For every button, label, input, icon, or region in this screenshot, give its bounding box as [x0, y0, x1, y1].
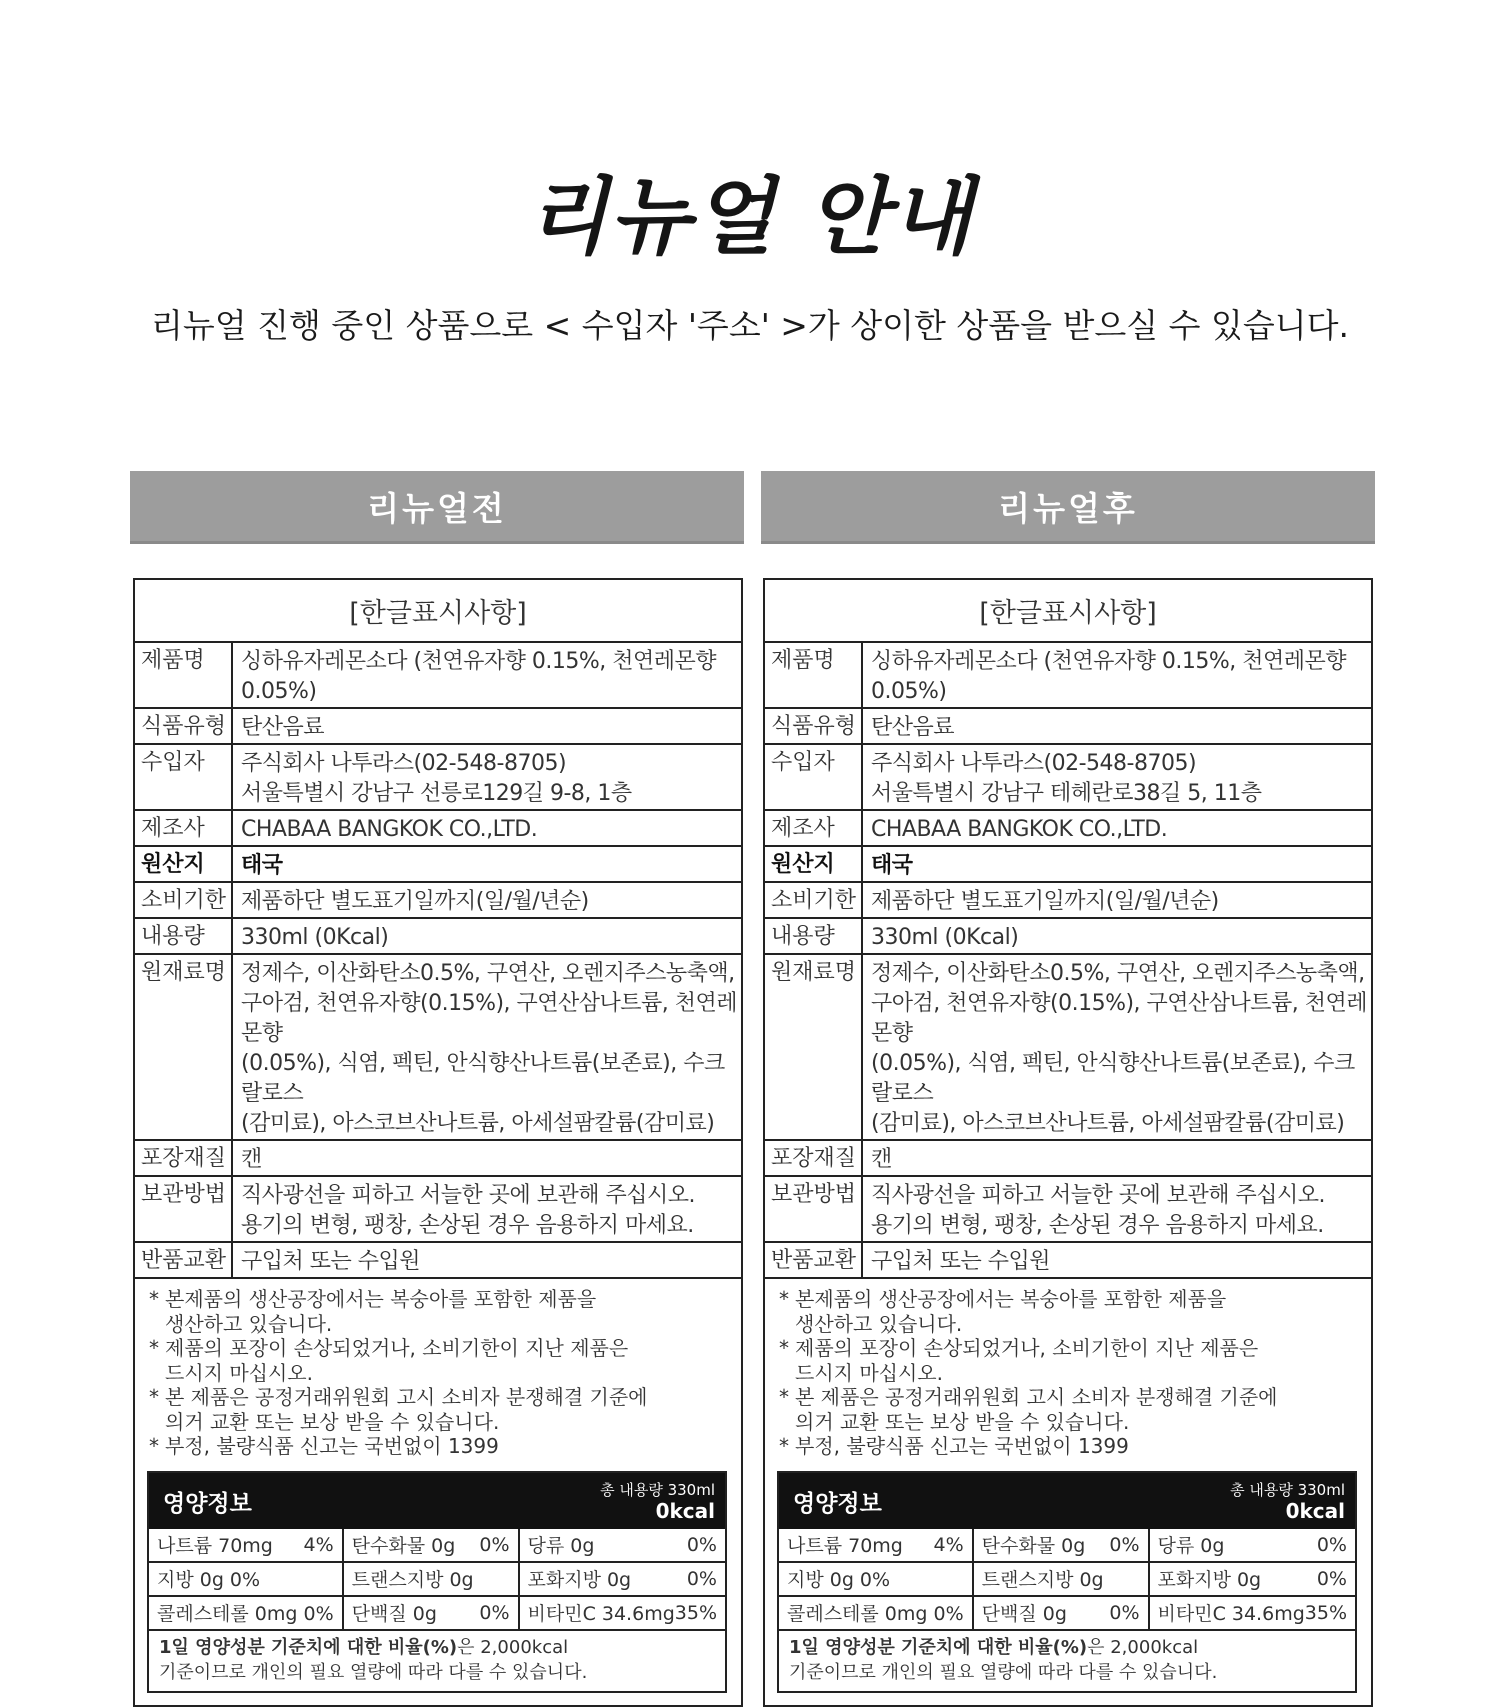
label-row-value: 330ml (0Kcal): [241, 925, 389, 950]
nutrient-name: 트랜스지방 0g: [351, 1569, 474, 1591]
label-row-key: 원산지: [765, 847, 863, 881]
nutrition-cell: [779, 1529, 974, 1563]
nutrition-cell: [779, 1563, 974, 1597]
nutrition-cell: [1150, 1597, 1355, 1631]
nutrient-percent: 0%: [1316, 1533, 1347, 1556]
label-row-key: 식품유형: [135, 709, 233, 743]
label-row-value: 주식회사 나투라스(02-548-8705) 서울특별시 강남구 테헤란로38길 5, 11층: [871, 751, 1262, 806]
nutrient-name: 당류 0g: [527, 1535, 595, 1557]
label-row: [765, 919, 1371, 955]
nutrient-name: 당류 0g: [1157, 1535, 1225, 1557]
nutrition-cell: [520, 1563, 725, 1597]
label-row: [135, 643, 741, 709]
label-row: [135, 883, 741, 919]
panel-heading-before: 리뉴얼전: [130, 471, 744, 544]
nutrition-title: 영양정보: [793, 1490, 882, 1517]
nutrition-kcal: 0kcal: [655, 1498, 715, 1523]
label-note: [149, 1287, 727, 1336]
asterisk-icon: *: [149, 1287, 159, 1311]
nutrient-percent: 0%: [686, 1533, 717, 1556]
nutrition-grid: [779, 1529, 1355, 1631]
label-row-value: 330ml (0Kcal): [871, 925, 1019, 950]
nutrient-percent: 0%: [1109, 1601, 1140, 1624]
label-note-text: 본제품의 생산공장에서는 복숭아를 포함한 제품을 생산하고 있습니다.: [795, 1287, 1227, 1336]
label-row-value: 제품하단 별도표기일까지(일/월/년순): [241, 889, 589, 914]
label-row: [135, 847, 741, 883]
nutrition-header: [149, 1473, 725, 1529]
label-row-value: 탄산음료: [241, 715, 325, 740]
nutrition-footnote: [779, 1631, 1355, 1691]
label-row-key: 수입자: [135, 745, 233, 809]
label-row-key: 원재료명: [135, 955, 233, 1139]
label-row-key: 포장재질: [135, 1141, 233, 1175]
label-note: [149, 1385, 727, 1434]
label-title: [한글표시사항]: [135, 580, 741, 643]
nutrition-cell: [520, 1529, 725, 1563]
label-row-value: 싱하유자레몬소다 (천연유자향 0.15%, 천연레몬향0.05%): [241, 649, 716, 704]
label-row: [135, 1141, 741, 1177]
label-row-key: 제조사: [765, 811, 863, 845]
label-row-value: 구입처 또는 수입원: [241, 1249, 421, 1274]
nutrient-name: 비타민C 34.6mg: [527, 1603, 675, 1625]
nutrition-grid: [149, 1529, 725, 1631]
nutrition-footnote-bold: 1일 영양성분 기준치에 대한 비율(%): [789, 1636, 1088, 1658]
label-row: [135, 709, 741, 745]
nutrition-facts: [147, 1471, 727, 1693]
label-note: [779, 1434, 1357, 1459]
label-row-value: CHABAA BANGKOK CO.,LTD.: [241, 817, 538, 842]
label-row-value: 태국: [241, 853, 283, 878]
label-row-key: 포장재질: [765, 1141, 863, 1175]
label-row-key: 반품교환: [135, 1243, 233, 1277]
label-row-value: 직사광선을 피하고 서늘한 곳에 보관해 주십시오. 용기의 변형, 팽창, 손상된 경우 음용하지 마세요.: [241, 1183, 696, 1238]
nutrient-percent: 4%: [303, 1533, 334, 1556]
nutrition-total: 총 내용량 330ml: [1230, 1480, 1345, 1499]
nutrient-name: 포화지방 0g: [1157, 1569, 1262, 1591]
nutrient-percent: 0%: [686, 1567, 717, 1590]
nutrition-cell: [344, 1563, 520, 1597]
nutrition-footnote-line2: 기준이므로 개인의 필요 열량에 따라 다를 수 있습니다.: [789, 1661, 1218, 1683]
nutrient-name: 콜레스테롤 0mg 0%: [157, 1603, 334, 1625]
nutrient-percent: 0%: [1316, 1567, 1347, 1590]
label-box-after: [763, 578, 1373, 1707]
nutrition-footnote-rest: 은 2,000kcal: [457, 1636, 569, 1658]
label-row-key: 제조사: [135, 811, 233, 845]
nutrition-cell: [344, 1597, 520, 1631]
label-row-key: 소비기한: [765, 883, 863, 917]
label-row: [765, 1141, 1371, 1177]
label-row-key: 식품유형: [765, 709, 863, 743]
label-row: [765, 847, 1371, 883]
nutrition-cell: [1150, 1563, 1355, 1597]
asterisk-icon: *: [779, 1434, 789, 1458]
asterisk-icon: *: [779, 1336, 789, 1360]
label-note-text: 본 제품은 공정거래위원회 고시 소비자 분쟁해결 기준에 의거 교환 또는 보상 받을 수 있습니다.: [795, 1385, 1278, 1434]
label-row-value: 정제수, 이산화탄소0.5%, 구연산, 오렌지주스농축액, 구아검, 천연유자향(0.15%), 구연산삼나트륨, 천연레몬향 (0.05%), 식염, 펙틴, 안식향산나트륨(보존료), 수크랄로스 (감미료), 아스코브산나트륨, 아세설팜칼륨(감미료): [871, 961, 1368, 1136]
nutrition-footnote-line2: 기준이므로 개인의 필요 열량에 따라 다를 수 있습니다.: [159, 1661, 588, 1683]
label-row-value: 캔: [241, 1147, 262, 1172]
nutrient-name: 지방 0g 0%: [157, 1569, 261, 1591]
nutrition-footnote-rest: 은 2,000kcal: [1087, 1636, 1199, 1658]
nutrition-total: 총 내용량 330ml: [600, 1480, 715, 1499]
label-note: [779, 1385, 1357, 1434]
label-row-value: 탄산음료: [871, 715, 955, 740]
nutrition-title: 영양정보: [163, 1490, 252, 1517]
asterisk-icon: *: [149, 1385, 159, 1409]
label-row-value: 구입처 또는 수입원: [871, 1249, 1051, 1274]
nutrition-cell: [149, 1529, 344, 1563]
label-note-text: 부정, 불량식품 신고는 국번없이 1399: [795, 1434, 1129, 1458]
label-row-value: 정제수, 이산화탄소0.5%, 구연산, 오렌지주스농축액, 구아검, 천연유자향(0.15%), 구연산삼나트륨, 천연레몬향 (0.05%), 식염, 펙틴, 안식향산나트륨(보존료), 수크랄로스 (감미료), 아스코브산나트륨, 아세설팜칼륨(감미료): [241, 961, 738, 1136]
label-row: [765, 811, 1371, 847]
label-row-key: 원재료명: [765, 955, 863, 1139]
label-note-text: 본 제품은 공정거래위원회 고시 소비자 분쟁해결 기준에 의거 교환 또는 보상 받을 수 있습니다.: [165, 1385, 648, 1434]
nutrition-cell: [149, 1597, 344, 1631]
label-row: [765, 1243, 1371, 1279]
nutrition-footnote: [149, 1631, 725, 1691]
nutrient-name: 콜레스테롤 0mg 0%: [787, 1603, 964, 1625]
nutrient-name: 나트륨 70mg: [787, 1535, 903, 1557]
nutrient-name: 탄수화물 0g: [981, 1535, 1086, 1557]
label-row: [765, 1177, 1371, 1243]
nutrient-name: 단백질 0g: [981, 1603, 1067, 1625]
nutrition-cell: [974, 1597, 1150, 1631]
nutrition-cell: [1150, 1529, 1355, 1563]
label-row: [765, 745, 1371, 811]
label-note-text: 부정, 불량식품 신고는 국번없이 1399: [165, 1434, 499, 1458]
nutrition-cell: [344, 1529, 520, 1563]
label-row-value: 주식회사 나투라스(02-548-8705) 서울특별시 강남구 선릉로129길 9-8, 1층: [241, 751, 632, 806]
page-title: 리뉴얼 안내: [526, 168, 974, 266]
label-row: [765, 955, 1371, 1141]
label-row-key: 원산지: [135, 847, 233, 881]
label-note: [779, 1336, 1357, 1385]
nutrient-name: 나트륨 70mg: [157, 1535, 273, 1557]
nutrition-cell: [520, 1597, 725, 1631]
nutrient-name: 포화지방 0g: [527, 1569, 632, 1591]
label-row-key: 소비기한: [135, 883, 233, 917]
label-row: [135, 919, 741, 955]
nutrient-percent: 35%: [1304, 1601, 1347, 1624]
nutrient-name: 탄수화물 0g: [351, 1535, 456, 1557]
nutrition-footnote-bold: 1일 영양성분 기준치에 대한 비율(%): [159, 1636, 458, 1658]
label-row: [135, 811, 741, 847]
nutrition-cell: [974, 1563, 1150, 1597]
label-notes: [765, 1279, 1371, 1459]
label-notes: [135, 1279, 741, 1459]
label-row-value: 태국: [871, 853, 913, 878]
label-row-value: 싱하유자레몬소다 (천연유자향 0.15%, 천연레몬향0.05%): [871, 649, 1346, 704]
nutrition-cell: [974, 1529, 1150, 1563]
label-row: [135, 1177, 741, 1243]
nutrition-cell: [779, 1597, 974, 1631]
label-row-value: 제품하단 별도표기일까지(일/월/년순): [871, 889, 1219, 914]
renewal-notice: 리뉴얼 진행 중인 상품으로 < 수입자 '주소' >가 상이한 상품을 받으실 수 있습니다.: [150, 306, 1350, 345]
asterisk-icon: *: [149, 1434, 159, 1458]
label-row: [765, 883, 1371, 919]
label-note-text: 제품의 포장이 손상되었거나, 소비기한이 지난 제품은 드시지 마십시오.: [165, 1336, 629, 1385]
label-note: [779, 1287, 1357, 1336]
label-row: [765, 709, 1371, 745]
label-note-text: 본제품의 생산공장에서는 복숭아를 포함한 제품을 생산하고 있습니다.: [165, 1287, 597, 1336]
nutrient-percent: 0%: [479, 1601, 510, 1624]
nutrition-facts: [777, 1471, 1357, 1693]
label-row-key: 보관방법: [765, 1177, 863, 1241]
asterisk-icon: *: [779, 1385, 789, 1409]
label-title: [한글표시사항]: [765, 580, 1371, 643]
nutrient-name: 비타민C 34.6mg: [1157, 1603, 1305, 1625]
label-row-key: 보관방법: [135, 1177, 233, 1241]
asterisk-icon: *: [779, 1287, 789, 1311]
label-row: [135, 955, 741, 1141]
label-note: [149, 1336, 727, 1385]
nutrient-percent: 35%: [674, 1601, 717, 1624]
label-row-value: CHABAA BANGKOK CO.,LTD.: [871, 817, 1168, 842]
asterisk-icon: *: [149, 1336, 159, 1360]
nutrition-header: [779, 1473, 1355, 1529]
label-row: [765, 643, 1371, 709]
nutrition-cell: [149, 1563, 344, 1597]
label-box-before: [133, 578, 743, 1707]
label-row-key: 반품교환: [765, 1243, 863, 1277]
nutrient-name: 트랜스지방 0g: [981, 1569, 1104, 1591]
label-row: [135, 1243, 741, 1279]
label-row-value: 직사광선을 피하고 서늘한 곳에 보관해 주십시오. 용기의 변형, 팽창, 손상된 경우 음용하지 마세요.: [871, 1183, 1326, 1238]
label-row-key: 내용량: [135, 919, 233, 953]
label-row-key: 제품명: [135, 643, 233, 707]
nutrient-name: 지방 0g 0%: [787, 1569, 891, 1591]
nutrient-percent: 0%: [1109, 1533, 1140, 1556]
nutrient-percent: 4%: [933, 1533, 964, 1556]
label-row-key: 내용량: [765, 919, 863, 953]
label-row-key: 수입자: [765, 745, 863, 809]
panel-heading-after: 리뉴얼후: [761, 471, 1375, 544]
label-note-text: 제품의 포장이 손상되었거나, 소비기한이 지난 제품은 드시지 마십시오.: [795, 1336, 1259, 1385]
nutrient-name: 단백질 0g: [351, 1603, 437, 1625]
label-row: [135, 745, 741, 811]
label-row-key: 제품명: [765, 643, 863, 707]
nutrient-percent: 0%: [479, 1533, 510, 1556]
label-row-value: 캔: [871, 1147, 892, 1172]
label-note: [149, 1434, 727, 1459]
nutrition-kcal: 0kcal: [1285, 1498, 1345, 1523]
